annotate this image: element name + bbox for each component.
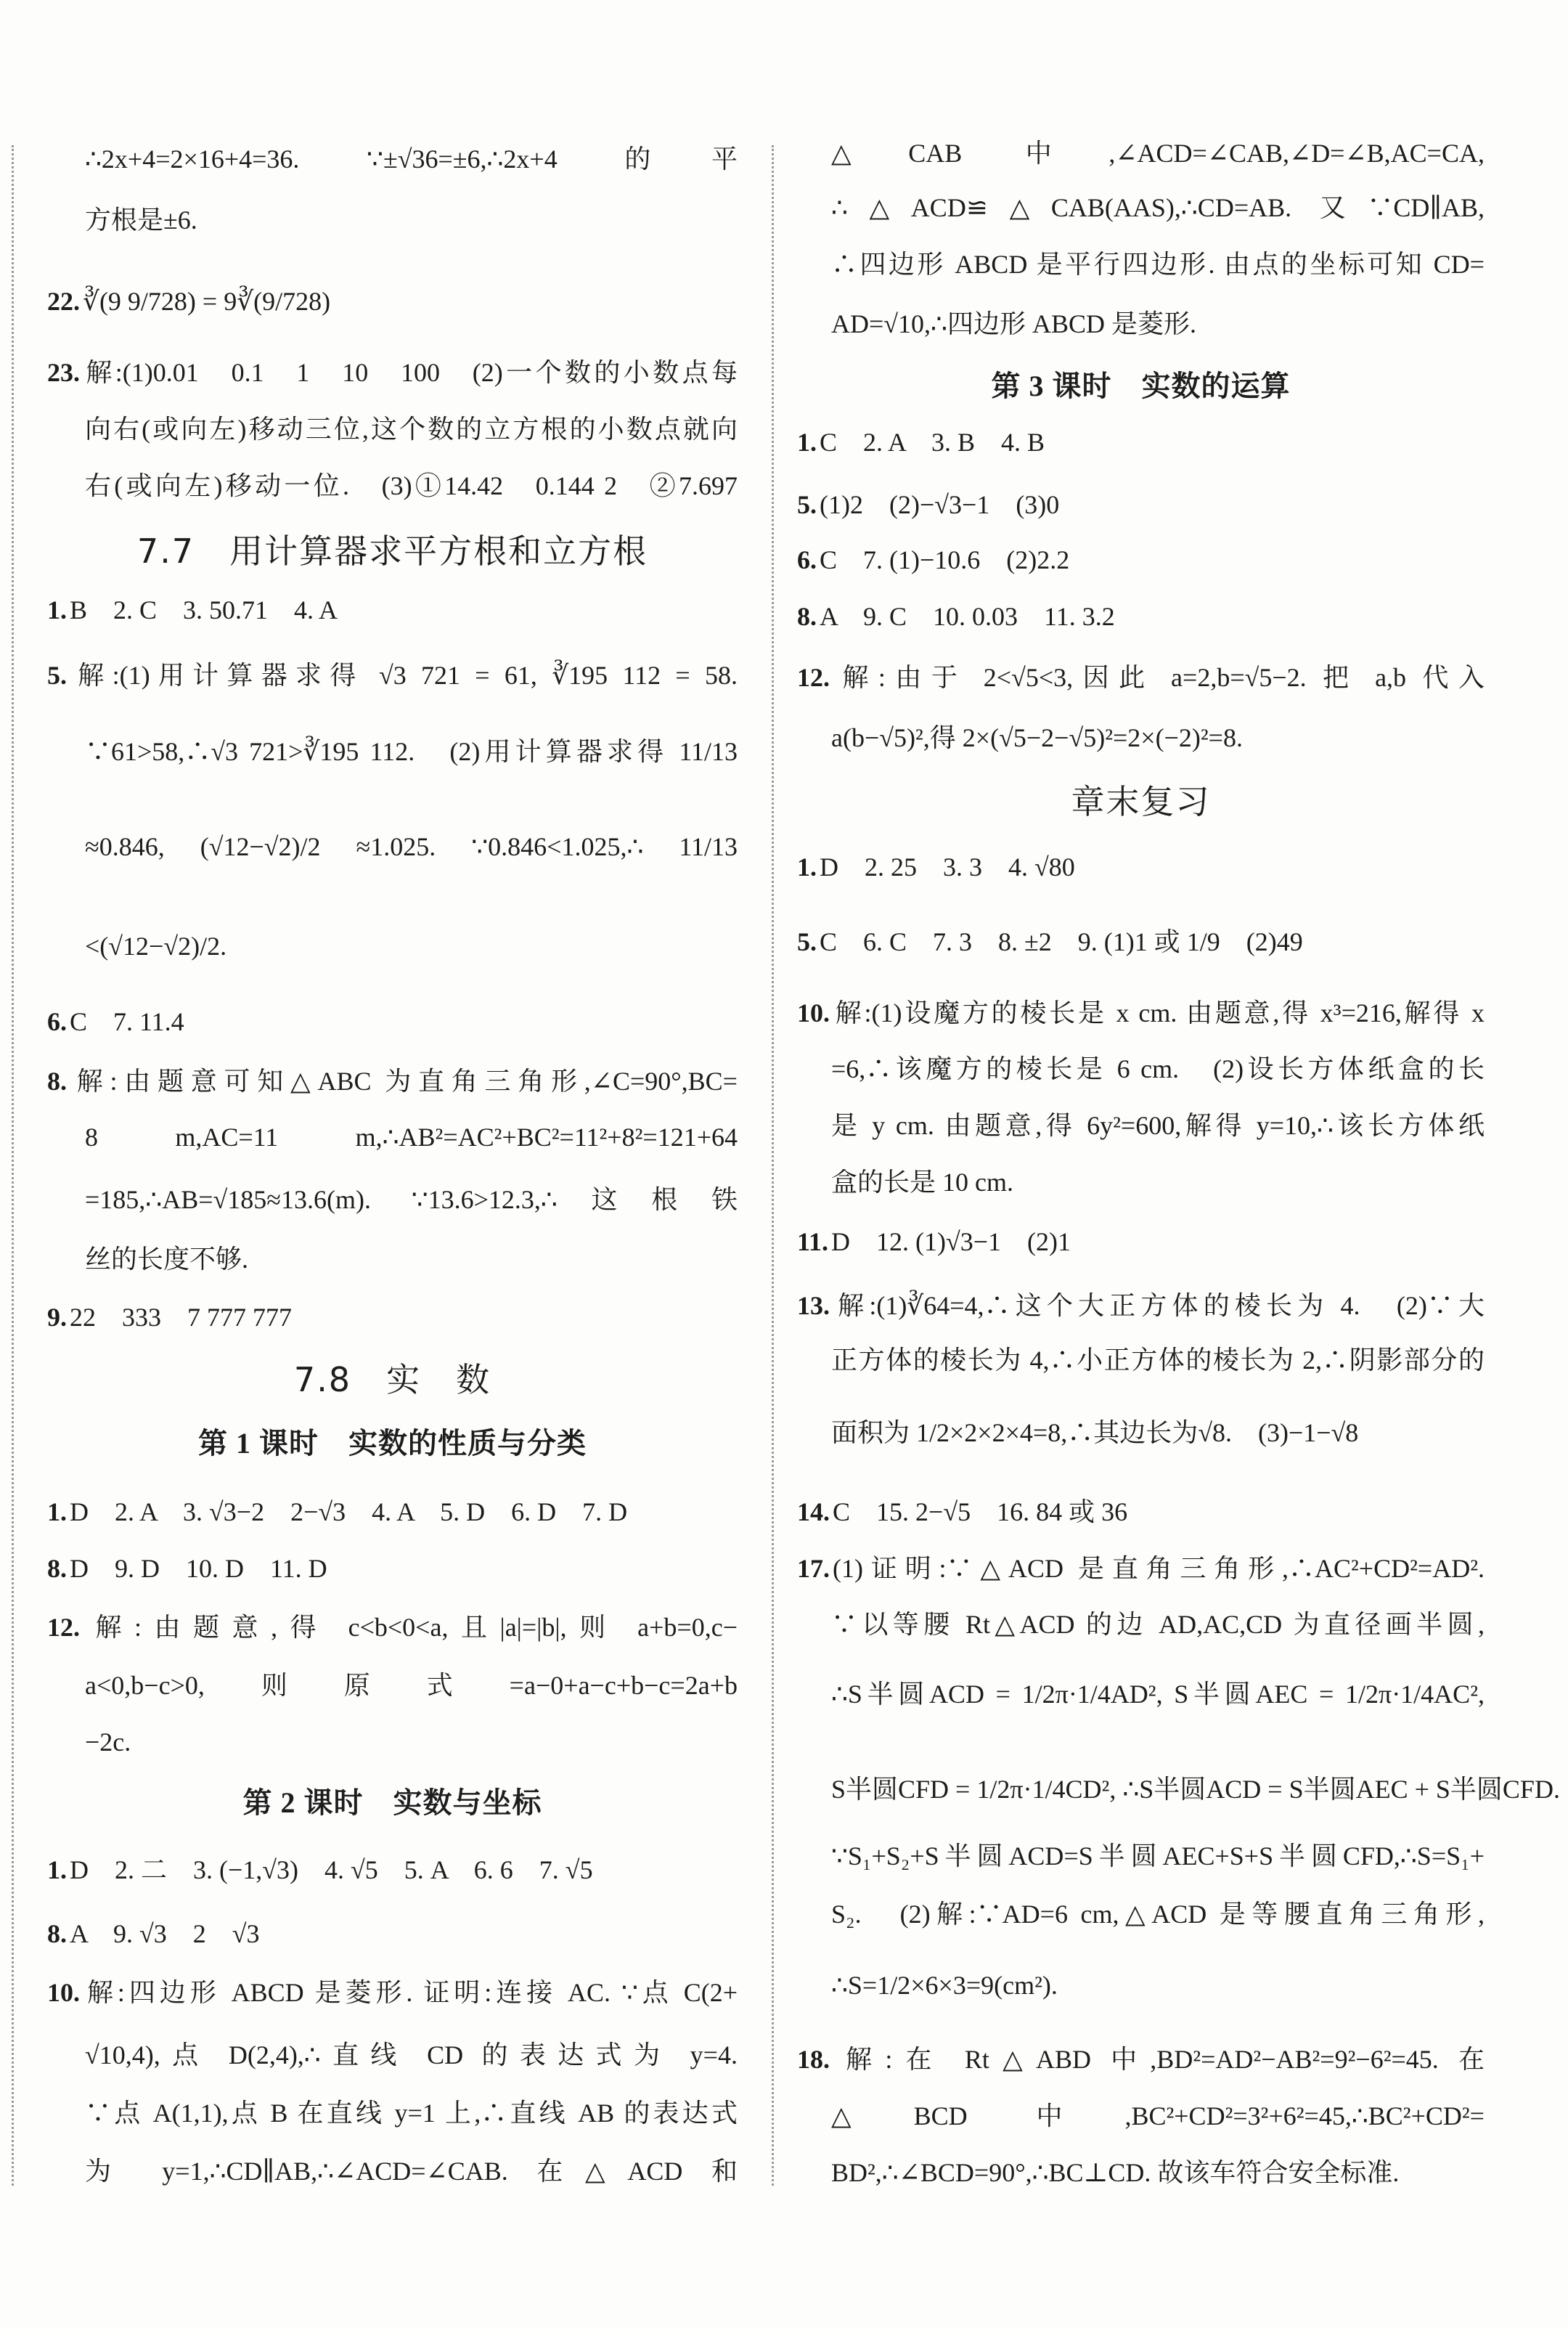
answer-text: S半圆CFD = 1/2π·1/4CD², ∴S半圆ACD = S半圆AEC + S半圆CFD. (831, 1775, 1560, 1804)
question-number: 1. (47, 1497, 67, 1526)
answer-continuation-line (85, 457, 738, 515)
answer-text: ∵以等腰 Rt△ACD 的边 AD,AC,CD 为直径画半圆, (831, 1610, 1485, 1639)
question-number: 18. (797, 2045, 830, 2074)
answer-continuation-line (831, 179, 1485, 237)
answer-continuation-line (831, 1760, 1560, 1818)
answer-text: 为 y=1,∴CD∥AB,∴∠ACD=∠CAB. 在△ACD 和 (85, 2157, 738, 2186)
answer-text: ∛(9 9/728) = 9∛(9/728) (83, 287, 331, 316)
answer-text: −2c. (85, 1727, 131, 1757)
answer-continuation-line (831, 2087, 1485, 2145)
question-number: 8. (47, 1919, 67, 1948)
answer-continuation-line (85, 2084, 738, 2142)
answer-continuation-line (85, 1713, 131, 1771)
question-number: 13. (797, 1291, 830, 1320)
answer-continuation-line (831, 124, 1485, 182)
lesson-heading: 第 3 课时 实数的运算 (991, 370, 1291, 402)
answer-item (47, 272, 330, 330)
question-number: 8. (47, 1067, 67, 1096)
question-number: 12. (797, 663, 830, 692)
answer-item (47, 1963, 738, 2022)
answer-item (797, 984, 1485, 1042)
answer-continuation-line (831, 1096, 1485, 1155)
question-number: 12. (47, 1613, 80, 1642)
answer-item (797, 476, 1059, 534)
question-number: 5. (797, 490, 817, 519)
answer-text: =185,∴AB=√185≈13.6(m). ∵13.6>12.3,∴这根铁 (85, 1185, 738, 1214)
question-number: 11. (797, 1227, 829, 1256)
answer-item (797, 1539, 1485, 1598)
answer-item (797, 1483, 1127, 1541)
question-number: 14. (797, 1497, 830, 1526)
answer-item (797, 531, 1069, 589)
question-number: 8. (797, 602, 817, 631)
question-number: 9. (47, 1303, 67, 1332)
answer-continuation-line (831, 1595, 1485, 1653)
answer-continuation-line (85, 400, 738, 458)
question-number: 5. (797, 927, 817, 956)
answer-item (47, 581, 338, 639)
answer-text: 解:(1)设魔方的棱长是 x cm. 由题意,得 x³=216,解得 x (833, 998, 1485, 1027)
answer-continuation-line (831, 709, 1243, 767)
question-number: 1. (797, 852, 817, 882)
answer-text: 右(或向左)移动一位. (3)①14.42 0.144 2 ②7.697 (85, 471, 738, 500)
answer-text: ∴S半圆ACD = 1/2π·1/4AD², S半圆AEC = 1/2π·1/4AC², (831, 1680, 1485, 1709)
section-heading: 章末复习 (1071, 782, 1211, 821)
answer-text: 解:由于 2<√5<3,因此 a=2,b=√5−2. 把 a,b 代入 (833, 663, 1485, 692)
answer-text: △CAB 中,∠ACD=∠CAB,∠D=∠B,AC=CA, (831, 139, 1485, 168)
answer-text: ∴四边形 ABCD 是平行四边形. 由点的坐标可知 CD= (831, 250, 1485, 279)
answer-text: 丝的长度不够. (85, 1245, 249, 1274)
answer-text: 解:(1)0.01 0.1 1 10 100 (2)一个数的小数点每 (83, 358, 738, 387)
answer-continuation-line (831, 1040, 1485, 1098)
question-number: 5. (47, 661, 67, 690)
answer-continuation-line (831, 1404, 1358, 1462)
answer-item (797, 1277, 1485, 1335)
answer-text: D 2. A 3. √3−2 2−√3 4. A 5. D 6. D 7. D (70, 1497, 628, 1526)
answer-text: a(b−√5)²,得 2×(√5−2−√5)²=2×(−2)²=8. (831, 723, 1243, 752)
answer-text: 8 m,AC=11 m,∴AB²=AC²+BC²=11²+8²=121+64 (85, 1123, 738, 1152)
answer-text: D 2. 25 3. 3 4. √80 (820, 852, 1075, 882)
answer-item (47, 993, 184, 1051)
answer-text: 解:由题意可知△ABC 为直角三角形,∠C=90°,BC= (70, 1067, 738, 1096)
question-number: 1. (47, 595, 67, 624)
answer-item (47, 1288, 292, 1346)
answer-item (797, 913, 1303, 971)
answer-item (797, 1213, 1071, 1271)
answer-text: 方根是±6. (85, 205, 197, 235)
answer-text: AD=√10,∴四边形 ABCD 是菱形. (831, 309, 1196, 338)
answer-text: 解:由题意,得 c<b<0<a,且|a|=|b|,则 a+b=0,c− (83, 1613, 738, 1642)
answer-continuation-line (831, 1827, 1485, 1885)
answer-continuation-line (831, 1331, 1485, 1389)
answer-text: (1)证明:∵△ACD 是直角三角形,∴AC²+CD²=AD². (833, 1554, 1485, 1583)
answer-text: ∴2x+4=2×16+4=36. ∵±√36=±6,∴2x+4 的平 (85, 145, 738, 174)
answer-text: D 2. 二 3. (−1,√3) 4. √5 5. A 6. 6 7. √5 (70, 1855, 593, 1884)
answer-text: A 9. √3 2 √3 (70, 1919, 260, 1948)
answer-text: 向右(或向左)移动三位,这个数的立方根的小数点就向 (85, 415, 738, 444)
answer-text: 面积为 1/2×2×2×4=8,∴其边长为√8. (3)−1−√8 (831, 1418, 1359, 1447)
answer-item (47, 1483, 627, 1541)
answer-text: C 7. 11.4 (70, 1007, 184, 1036)
question-number: 6. (47, 1007, 67, 1036)
answer-text: 盒的长是 10 cm. (831, 1168, 1013, 1197)
answer-text: ∵点 A(1,1),点 B 在直线 y=1 上,∴直线 AB 的表达式 (85, 2099, 738, 2128)
question-number: 1. (47, 1855, 67, 1884)
answer-text: 正方体的棱长为 4,∴小正方体的棱长为 2,∴阴影部分的 (831, 1346, 1485, 1375)
question-number: 6. (797, 545, 817, 574)
section-heading: 7.8 实 数 (293, 1360, 491, 1399)
question-number: 8. (47, 1554, 67, 1583)
answer-continuation-line (85, 2026, 738, 2084)
answer-continuation-line (831, 235, 1485, 293)
answer-text: <(√12−√2)/2. (85, 932, 227, 961)
column-divider-dotted-line (772, 145, 774, 2186)
answer-item (47, 646, 738, 704)
answer-text: 解:在 Rt△ABD 中,BD²=AD²−AB²=9²−6²=45. 在 (833, 2045, 1485, 2074)
answer-item (47, 1598, 738, 1656)
answer-continuation-line (85, 130, 738, 188)
answer-item (797, 587, 1115, 646)
answer-text: ∴△ACD≌△CAB(AAS),∴CD=AB. 又∵CD∥AB, (831, 193, 1485, 222)
question-number: 10. (797, 998, 830, 1027)
answer-text: 解:(1)∛64=4,∴这个大正方体的棱长为 4. (2)∵大 (833, 1291, 1485, 1320)
answer-text: =6,∴该魔方的棱长是 6 cm. (2)设长方体纸盒的长 (831, 1054, 1485, 1083)
answer-text: C 7. (1)−10.6 (2)2.2 (820, 545, 1070, 574)
answer-continuation-line (831, 1956, 1058, 2014)
lesson-heading: 第 2 课时 实数与坐标 (242, 1786, 542, 1819)
answer-text: S₂. (2)解:∵AD=6 cm,△ACD 是等腰直角三角形, (831, 1900, 1485, 1929)
answer-continuation-line (831, 295, 1196, 353)
answer-continuation-line (831, 1665, 1485, 1723)
answer-text: 解:(1)用计算器求得 √3 721 = 61, ∛195 112 = 58. (70, 661, 738, 690)
answer-text: ∵61>58,∴√3 721>∛195 112. (2)用计算器求得 11/13 (85, 737, 738, 766)
answer-text: ≈0.846, (√12−√2)/2 ≈1.025. ∵0.846<1.025,∴ 11/13 (85, 832, 738, 861)
lesson-heading: 第 1 课时 实数的性质与分类 (198, 1427, 587, 1460)
question-number: 23. (47, 358, 80, 387)
answer-item (47, 343, 738, 402)
answer-text: C 2. A 3. B 4. B (820, 428, 1045, 457)
answer-item (797, 838, 1075, 896)
question-number: 17. (797, 1554, 830, 1583)
question-number: 10. (47, 1978, 80, 2007)
answer-continuation-line (831, 1153, 1013, 1211)
answer-text: △BCD 中,BC²+CD²=3²+6²=45,∴BC²+CD²= (831, 2101, 1485, 2130)
answer-item (47, 1905, 260, 1963)
answer-continuation-line (85, 1656, 738, 1714)
answer-continuation-line (85, 1171, 738, 1229)
answer-item (47, 1539, 327, 1598)
answer-text: 解:四边形 ABCD 是菱形. 证明:连接 AC. ∵点 C(2+ (83, 1978, 738, 2007)
answer-continuation-line (85, 1230, 248, 1288)
answer-text: ∵S₁+S₂+S半圆ACD=S半圆AEC+S+S半圆CFD,∴S=S₁+ (831, 1841, 1485, 1871)
answer-continuation-line (85, 818, 738, 876)
answer-text: D 9. D 10. D 11. D (70, 1554, 327, 1583)
answer-item (47, 1052, 738, 1110)
answer-continuation-line (85, 917, 226, 975)
left-margin-dotted-line (12, 145, 14, 2186)
answer-text: (1)2 (2)−√3−1 (3)0 (820, 490, 1060, 519)
question-number: 22. (47, 287, 80, 316)
answer-text: a<0,b−c>0,则原式=a−0+a−c+b−c=2a+b (85, 1671, 738, 1700)
section-heading: 7.7 用计算器求平方根和立方根 (136, 532, 648, 571)
answer-text: √10,4),点 D(2,4),∴直线 CD 的表达式为 y=4. (85, 2040, 738, 2069)
answer-text: 是 y cm. 由题意,得 6y²=600,解得 y=10,∴该长方体纸 (831, 1111, 1485, 1140)
answer-text: C 15. 2−√5 16. 84 或 36 (833, 1497, 1128, 1526)
answer-text: A 9. C 10. 0.03 11. 3.2 (820, 602, 1115, 631)
answer-continuation-line (85, 723, 738, 781)
answer-continuation-line (831, 2144, 1399, 2202)
answer-text: C 6. C 7. 3 8. ±2 9. (1)1 或 1/9 (2)49 (820, 927, 1303, 956)
answer-continuation-line (85, 2142, 738, 2200)
answer-text: B 2. C 3. 50.71 4. A (70, 595, 338, 624)
answer-continuation-line (831, 1885, 1485, 1943)
answer-continuation-line (85, 191, 197, 249)
answer-text: ∴S=1/2×6×3=9(cm²). (831, 1971, 1058, 2000)
answer-item (797, 648, 1485, 707)
answer-continuation-line (85, 1108, 738, 1166)
question-number: 1. (797, 428, 817, 457)
answer-text: BD²,∴∠BCD=90°,∴BC⊥CD. 故该车符合安全标准. (831, 2158, 1400, 2187)
answer-text: 22 333 7 777 777 (70, 1303, 292, 1332)
answer-item (797, 2030, 1485, 2088)
answer-item (47, 1841, 593, 1899)
answer-text: D 12. (1)√3−1 (2)1 (831, 1227, 1071, 1256)
answer-item (797, 413, 1045, 471)
